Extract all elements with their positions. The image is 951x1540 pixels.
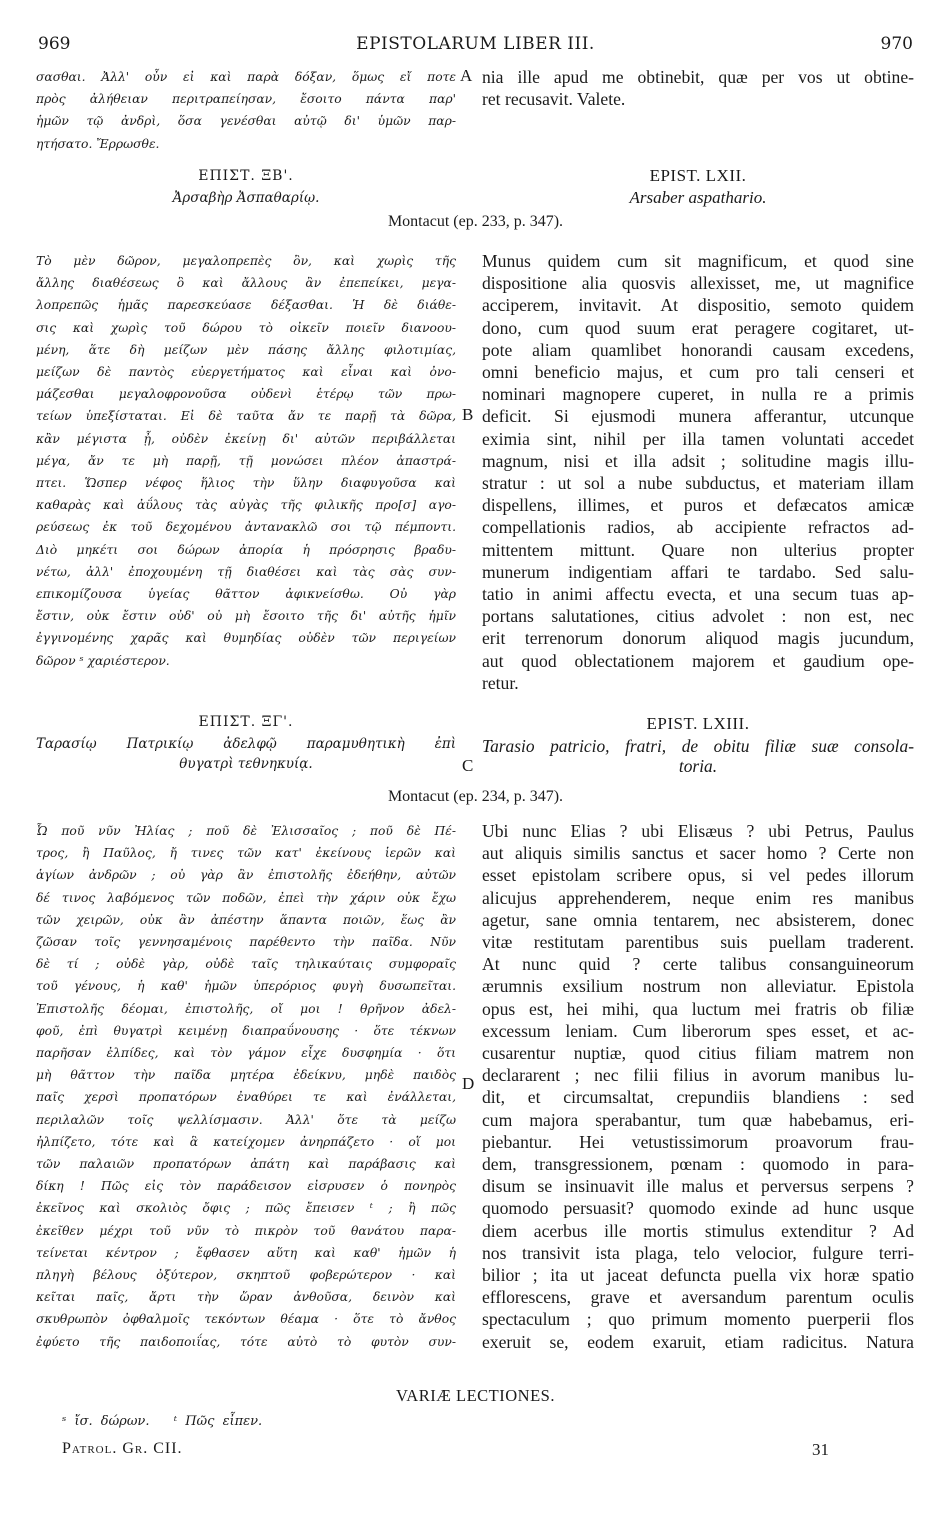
text-line: aut quod oblectationem majorem et gaudium ope- xyxy=(482,650,914,671)
text-line: dispellens, illimes, et puros et defæcatos amicæ xyxy=(482,495,914,516)
running-header xyxy=(0,34,951,58)
margin-letter-b: B xyxy=(462,405,474,424)
text-line: dono, cum quod suum erat peragere cogitaret, ut- xyxy=(482,317,914,338)
text-line: disum se insinuavit ille malus et perversus serpens ? xyxy=(482,1176,914,1197)
greek-epistle-62-heading: ΕΠΙΣΤ. ΞΒ'. xyxy=(198,168,294,184)
variae-lectiones-heading: VARIÆ LECTIONES. xyxy=(396,1386,555,1405)
text-line: καθαρὰς καὶ ἀΰλους τὰς αὐγὰς τῆς φιλικῆς προ[σ] αγο- xyxy=(36,498,456,513)
margin-letter-d: D xyxy=(462,1074,475,1093)
latin-epistle-62-text xyxy=(482,250,914,694)
text-line: erit terrenorum donorum aliquod magis jucundum, xyxy=(482,628,914,649)
text-line: opus est, hei mihi, qua luctum mei fratris ob filiæ xyxy=(482,998,914,1019)
text-line: μείζων δὲ παντὸς εὐεργετήματος καὶ εἶναι καὶ ὀνο- xyxy=(36,365,456,380)
text-line: Ὦ ποῦ νῦν Ἠλίας ; ποῦ δὲ Ἐλισσαῖος ; ποῦ δὲ Πέ- xyxy=(36,824,456,838)
text-line: ἠλπίζετο, τότε καὶ ἃ κατείχομεν ἀνηρπάζετο · οἵ μοι xyxy=(36,1134,456,1149)
text-line: nia ille apud me obtinebit, quæ per vos ut obtine- xyxy=(482,67,914,87)
text-line: ærumnis exsilium nostrum non alleviatur. Epistola xyxy=(482,976,914,997)
text-line: Munus quidem cum sit magnificum, et quod sine xyxy=(482,251,914,271)
text-line: dispositione alia quosvis allexisset, me, ut magnifice xyxy=(482,273,914,294)
text-line: cusarentur nuptiæ, quod citius filiam matrem non xyxy=(482,1043,914,1064)
text-line: σασθαι. Ἀλλ' οὖν εἰ καὶ παρὰ δόξαν, ὅμως εἴ ποτε xyxy=(36,70,456,84)
text-line: tatio in animi affectu evecta, et una secum tuas ap- xyxy=(482,584,914,605)
text-line: declararent ; nec filii filius in avorum manibus lu- xyxy=(482,1065,914,1086)
text-line: alicujus apprehenderem, neque enim res manibus xyxy=(482,887,914,908)
text-line: nominari magnopere cuperet, in nulla re a primis xyxy=(482,384,914,405)
text-line: pote aliam quamlibet honorandi causam excedens, xyxy=(482,339,914,360)
text-line: deficit. Si ejusmodi munera afferantur, utcunque xyxy=(482,406,914,427)
greek-continuation xyxy=(36,66,456,155)
text-line: ἔστιν, οὐκ ἔστιν οὐδ' οὐ μὴ ἔσοιτο τῆς δι' αὐτῆς ἡμῖν xyxy=(36,609,456,624)
page-number-left: 969 xyxy=(38,34,71,54)
text-line: ἄλλης διαθέσεως ὃ καὶ ἄλλους ἂν ἐπεπείκει, μεγα- xyxy=(36,276,456,291)
text-line: nos transivit ista plaga, telo velocior, fulgure terri- xyxy=(482,1242,914,1263)
text-line: τρος, ἢ Παῦλος, ἤ τινες τῶν κατ' ἐκείνους ἱερῶν καὶ xyxy=(36,846,456,861)
text-line: μὴ θᾶττον τὴν παῖδα μητέρα ἐδείκνυ, μηδὲ παιδὸς xyxy=(36,1068,456,1083)
text-line: φοῦ, ἐπὶ θυγατρὶ κειμένῃ διαπραΰνουσης · ὅτε τέκνων xyxy=(36,1023,456,1038)
text-line: σκυθρωπὸν ὀφθαλμοῖς τεκόντων θέαμα · ὅτε τὸ ἄνθος xyxy=(36,1312,456,1327)
text-line: τῶν χειρῶν, οὐκ ἂν ἀπέστην ἅπαντα ποιῶν, ἕως ἂν xyxy=(36,912,456,927)
text-line: παρῆσαν ἐλπίδες, καὶ τὸν γάμον εἶχε δυσφημία · ὅτι xyxy=(36,1046,456,1061)
text-line: τῶν παλαιῶν προπατόρων ἀπάτη καὶ παράβασις καὶ xyxy=(36,1157,456,1172)
text-line: cum majora sperabantur, tum quæ habebamus, eri- xyxy=(482,1109,914,1130)
footer-sheet-number: 31 xyxy=(812,1440,829,1459)
greek-epistle-63-text xyxy=(36,820,456,1353)
text-line: μένη, ἅτε δὴ μείζων μὲν πάσης ἄλλης φιλοτιμίας, xyxy=(36,342,456,357)
text-line: stratur : ut sol a nube subductus, et materiam illam xyxy=(482,473,914,494)
text-line: mittentem mittunt. Quare non ulterius propter xyxy=(482,539,914,560)
text-line: πτει. Ὥσπερ νέφος ἥλιος τὴν ὕλην διαφυγοῦσα καὶ xyxy=(36,476,456,491)
text-line: νέτω, ἀλλ' ἐποχουμένη τῇ διαθέσει καὶ τὰς σὰς συν- xyxy=(36,564,456,579)
text-line: περιλαλῶν τοῖς ψελλίσμασιν. Ἀλλ' ὅτε τὰ μείζω xyxy=(36,1112,456,1127)
variant-note-s: ˢ ἴσ. δώρων. xyxy=(62,1414,150,1429)
latin-epistle-63-heading: EPIST. LXIII. xyxy=(646,714,750,733)
text-line: κἂν μέγιστα ᾖ, οὐδὲν ἐκείνῃ δι' αὐτῶν περιβάλλεται xyxy=(36,431,456,446)
text-line: δὲ τί ; οὐδὲ γὰρ, οὐδὲ ταῖς τηλικαύταις συμφοραῖς xyxy=(36,957,456,972)
text-line: δίκη ! Πῶς εἰς τὸν παράδεισον εἰσρυσεν ὁ πονηρὸς xyxy=(36,1179,456,1194)
text-line: Τὸ μὲν δῶρον, μεγαλοπρεπὲς ὂν, καὶ χωρὶς τῆς xyxy=(36,254,456,268)
text-line: επικομίζουσα ὑγείας θᾶττον ἀφικνείσθω. Οὐ γὰρ xyxy=(36,587,456,602)
greek-epistle-62-address: Ἀρσαβὴρ Ἀσπαθαρίῳ. xyxy=(172,190,320,206)
text-line: ρεύσεως ἐκ τοῦ δεχομένου ἀντανακλῶ σοι τῷ πέμποντι. xyxy=(36,520,456,535)
text-line: δῶρον ˢ χαριέστερον. xyxy=(36,653,170,668)
latin-epistle-63-address-line2: toria. xyxy=(678,756,718,776)
text-line: excessum leniam. Cum liberorum spes esset, et ac- xyxy=(482,1020,914,1041)
text-line: τοῦ γένους, ἡ καθ' ἡμῶν ὑπερόριος φυγὴ δυσωπεῖται. xyxy=(36,979,456,994)
epistle-63-source: Montacut (ep. 234, p. 347). xyxy=(387,788,564,805)
margin-letter-a: A xyxy=(460,66,473,85)
text-line: παῖς χερσὶ προπατόρων ἐναθύρει τε καὶ ἐνάλλεται, xyxy=(36,1090,456,1105)
greek-epistle-63-address-line2: θυγατρὶ τεθνηκυίᾳ. xyxy=(179,756,313,772)
variant-readings xyxy=(62,1414,262,1429)
text-line: ret recusavit. Valete. xyxy=(482,89,626,110)
text-line: dem, transgressionem, pœnam : quomodo in para- xyxy=(482,1154,914,1175)
text-line: λοπρεπῶς ἡμᾶς παρεσκεύασε δέξασθαι. Ἡ δὲ διάθε- xyxy=(36,298,456,313)
text-line: πληγὴ βέλους ὀξύτερον, σκηπτοῦ φοβερώτερον · καὶ xyxy=(36,1268,456,1283)
text-line: portans salutationes, citius advolet : non est, nec xyxy=(482,606,914,627)
footer-signature: Patrol. Gr. CII. xyxy=(62,1440,183,1457)
text-line: agetur, sane omnia tentarem, nec absisterem, donec xyxy=(482,909,914,930)
text-line: ἡμῶν τῷ ἀνδρὶ, ὅσα γενέσθαι αὐτῷ δι' ὑμῶν παρ- xyxy=(36,114,456,129)
latin-epistle-62-address: Arsaber aspathario. xyxy=(629,188,767,207)
running-title: EPISTOLARUM LIBER III. xyxy=(356,34,595,54)
latin-epistle-63-address-line1: Tarasio patricio, fratri, de obitu filiæ suæ consola- xyxy=(482,736,914,756)
text-line: acciperem, invitavit. At dispositio, semoto quidem xyxy=(482,295,914,316)
text-line: retur. xyxy=(482,672,519,693)
text-line: μέγα, ἄν τε μὴ παρῇ, τῇ μονώσει πλέον ἀπαστρά- xyxy=(36,453,456,468)
text-line: diem acerbus ille mortis stimulus extenditur ? Ad xyxy=(482,1220,914,1241)
text-line: ἐκεῖνος καὶ σκολιὸς ὄφις ; πῶς ἔπεισεν ᵗ ; ἢ πῶς xyxy=(36,1201,456,1216)
text-line: Ubi nunc Elias ? ubi Elisæus ? ubi Petrus, Paulus xyxy=(482,821,914,841)
epistle-62-source: Montacut (ep. 233, p. 347). xyxy=(387,213,564,230)
text-line: bilior ; ita ut jaceat defuncta puella vix horæ spatio xyxy=(482,1265,914,1286)
text-line: ἐκεῖθεν μέχρι τοῦ νῦν τὸ πικρὸν τοῦ θανάτου παρα- xyxy=(36,1223,456,1238)
variant-note-t: ᵗ Πῶς εἶπεν. xyxy=(173,1414,263,1429)
margin-letter-c: C xyxy=(462,756,474,775)
text-line: dit, et circumsaltat, crepundiis blandiens : sed xyxy=(482,1087,914,1108)
latin-epistle-63-text xyxy=(482,820,914,1353)
text-line: τείνεται κέντρον ; ἔφθασεν αὕτη καὶ καθ' ἡμῶν ἡ xyxy=(36,1245,456,1260)
text-line: Διὸ μηκέτι σοι δώρων ἀπορία ἡ πρόσρησις βραδυ- xyxy=(36,542,456,557)
text-line: κεῖται παῖς, ἄρτι τὴν ὥραν ἀνθοῦσα, δεινὸν καὶ xyxy=(36,1290,456,1305)
greek-epistle-62-text xyxy=(36,250,456,672)
text-line: efflorescens, grave et aversandum parentum oculis xyxy=(482,1287,914,1308)
text-line: τείων ὑπεξίσταται. Εἰ δὲ ταῦτα ἄν τε παρῇ τὰ δῶρα, xyxy=(36,409,456,424)
text-line: quomodo persuasit? quomodo exinde ad hunc usque xyxy=(482,1198,914,1219)
text-line: esset epistolam scribere opus, si vel pedes illorum xyxy=(482,865,914,886)
text-line: ητήσατο. Ἔρρωσθε. xyxy=(36,136,160,151)
text-line: vitæ restitutam parentibus suis puellam traderent. xyxy=(482,932,914,953)
text-line: omni beneficio majus, et cum pro tali censeri et xyxy=(482,362,914,383)
text-line: eximia sint, nihil per illa tamen voluntati accedet xyxy=(482,428,914,449)
latin-epistle-62-heading: EPIST. LXII. xyxy=(649,166,747,185)
text-line: ἐφύετο τῆς παιδοποιΐας, τότε αὐτὸ τὸ φυτὸν συν- xyxy=(36,1334,456,1349)
text-line: munerum indigentiam affari te tardabo. Sed salu- xyxy=(482,561,914,582)
text-line: ζῶσαν τοῖς γεννησαμένοις παρέθεντο τὴν παῖδα. Νῦν xyxy=(36,935,456,950)
text-line: spectaculum ; quo primum momento puerperii flos xyxy=(482,1309,914,1330)
latin-continuation xyxy=(482,66,914,110)
text-line: piebantur. Hei vetustissimorum proavorum frau- xyxy=(482,1131,914,1152)
text-line: πρὸς ἀλήθειαν περιτραπείησαν, ἔσοιτο πάντα παρ' xyxy=(36,92,456,107)
text-line: exeruit se, eodem exaruit, etiam radicitus. Natura xyxy=(482,1331,914,1352)
page-number-right: 970 xyxy=(880,34,913,54)
text-line: μάζεσθαι μεγαλοφρονοῦσα οὐδενὶ ἑτέρῳ τῶν πρω- xyxy=(36,387,456,402)
text-line: compellationis radios, ab accipiente refractos ad- xyxy=(482,517,914,538)
text-line: ἁγίων ἀνδρῶν ; οὐ γὰρ ἂν ἐπιστολῆς ἐδεήθην, αὐτῶν xyxy=(36,868,456,883)
greek-epistle-63-heading: ΕΠΙΣΤ. ΞΓ'. xyxy=(198,714,294,730)
text-line: At nunc quid ? certe talibus consanguineorum xyxy=(482,954,914,975)
text-line: δέ τινος λαβόμενος τῶν ποδῶν, ἐπεὶ τὴν χάριν οὐκ ἔχω xyxy=(36,890,456,905)
text-line: magnum, nisi et illa adsit ; solitudine magis illu- xyxy=(482,450,914,471)
text-line: Ἐπιστολῆς δέομαι, ἐπιστολῆς, οἴ μοι ! θρῆνον ἀδελ- xyxy=(36,1001,456,1016)
text-line: aut aliquis similis sanctus et sacer homo ? Certe non xyxy=(482,843,914,864)
text-line: σις καὶ χωρὶς τοῦ δώρου τὸ οἰκεῖν ποιεῖν διανοου- xyxy=(36,320,456,335)
greek-epistle-63-address-line1: Ταρασίῳ Πατρικίῳ ἀδελφῷ παραμυθητικὴ ἐπὶ xyxy=(36,736,456,752)
text-line: ἐγγινομένης χαρᾶς καὶ θυμηδίας οὐδὲν τῶν περιγείων xyxy=(36,631,456,646)
